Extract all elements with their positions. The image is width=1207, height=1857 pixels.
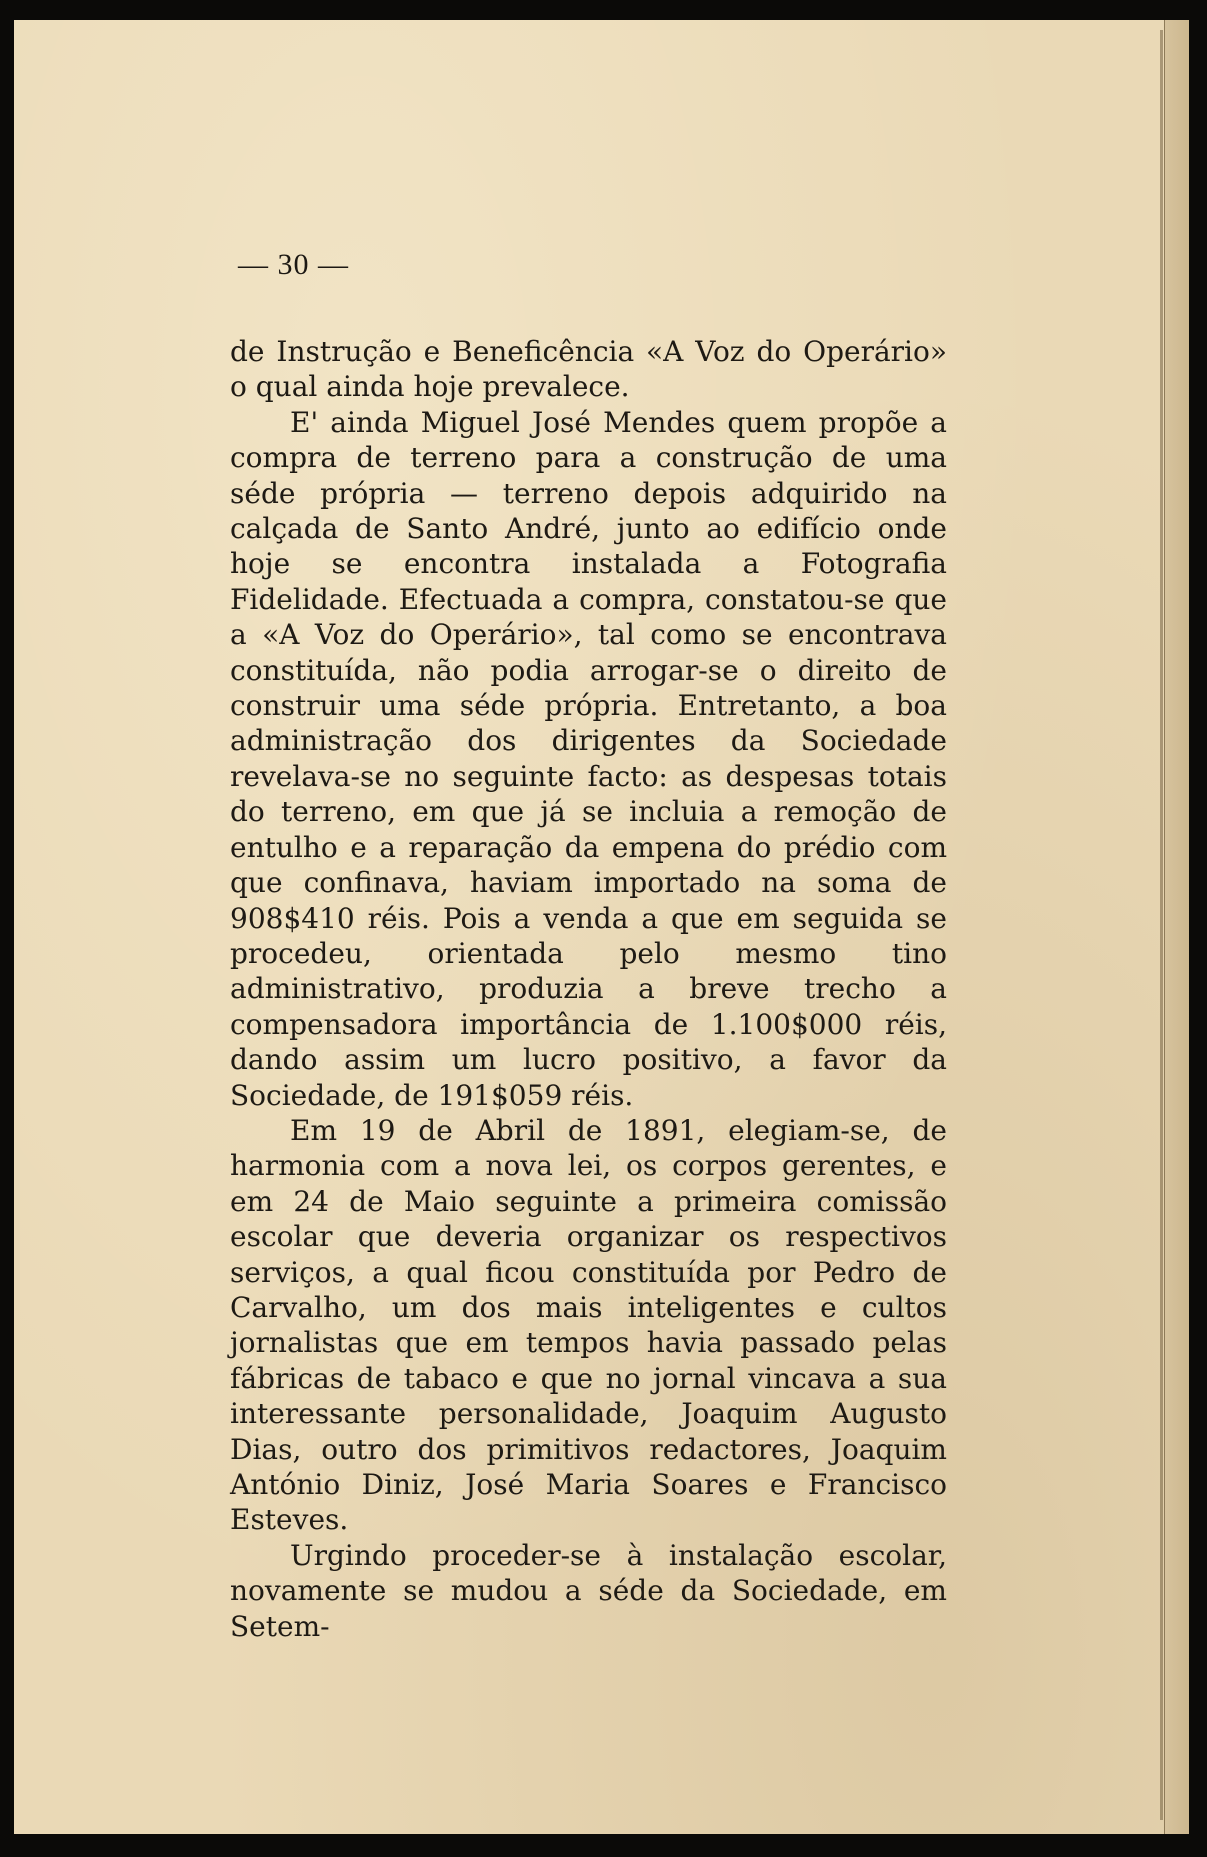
paragraph-instalacao: Urgindo proceder-se à instalação escolar, novamente se mudou a séde da Sociedade, em Setem- bbox=[230, 1538, 947, 1643]
body-text bbox=[230, 334, 947, 1644]
next-page-edge bbox=[1164, 20, 1189, 1834]
paragraph-continuation: de Instrução e Beneficência «A Voz do Operário» o qual ainda hoje prevalece. bbox=[230, 335, 947, 404]
paragraph-terreno: E' ainda Miguel José Mendes quem propõe a compra de terreno para a construção de uma séde própria — terreno depois adquirido na calçada de Santo André, junto ao edifício onde hoje se encontra instalada a Fotografia Fidelidade. Efectuada a compra, constatou-se que a «A Voz do Operário», tal como se encontrava constituída, não podia arrogar-se o direito de construir uma séde própria. Entretanto, a boa administração dos dirigentes da Sociedade revelava-se no seguinte facto: as despesas totais do terreno, em que já se incluia a remoção de entulho e a reparação da empena do prédio com que confinava, haviam importado na soma de 908$410 réis. Pois a venda a que em seguida se procedeu, orientada pelo mesmo tino administrativo, produzia a breve trecho a compensadora importância de 1.100$000 réis, dando assim um lucro positivo, a favor da Sociedade, de 191$059 réis. bbox=[230, 405, 947, 1112]
paragraph-eleicoes: Em 19 de Abril de 1891, elegiam-se, de harmonia com a nova lei, os corpos gerentes, e em 24 de Maio seguinte a primeira comissão escolar que deveria organizar os respectivos serviços, a qual ficou constituída por Pedro de Carvalho, um dos mais inteligentes e cultos jornalistas que em tempos havia passado pelas fábricas de tabaco e que no jornal vincava a sua interessante personalidade, Joaquim Augusto Dias, outro dos primitivos redactores, Joaquim António Diniz, José Maria Soares e Francisco Esteves. bbox=[230, 1113, 947, 1537]
page-number: — 30 — bbox=[238, 248, 349, 281]
gutter-shadow bbox=[1160, 30, 1163, 1820]
